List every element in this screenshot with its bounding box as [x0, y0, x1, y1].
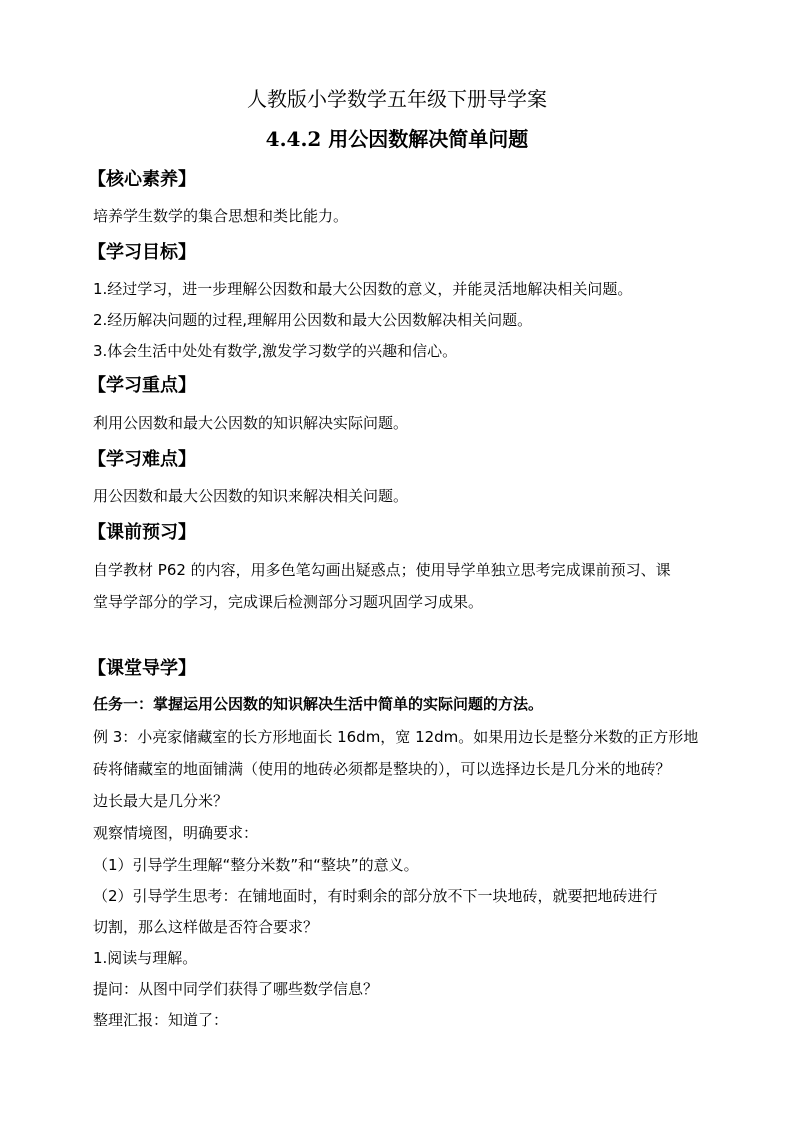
difficulties-text: 用公因数和最大公因数的知识来解决相关问题。 — [93, 487, 409, 505]
learning-goal-item: 1.经过学习，进一步理解公因数和最大公因数的意义，并能灵活地解决相关问题。 — [93, 280, 633, 298]
example-line: 边长最大是几分米？ — [93, 792, 229, 810]
question-text: 提问：从图中同学们获得了哪些数学信息？ — [93, 980, 379, 998]
heading-difficulties: 【学习难点】 — [88, 449, 196, 470]
observe-text: 观察情境图，明确要求： — [93, 824, 259, 842]
key-points-text: 利用公因数和最大公因数的知识解决实际问题。 — [93, 414, 409, 432]
heading-core-literacy: 【核心素养】 — [88, 169, 196, 190]
learning-goal-item: 2.经历解决问题的过程,理解用公因数和最大公因数解决相关问题。 — [93, 311, 533, 329]
heading-key-points: 【学习重点】 — [88, 375, 196, 396]
core-literacy-text: 培养学生数学的集合思想和类比能力。 — [93, 207, 349, 225]
learning-goal-item: 3.体会生活中处处有数学,激发学习数学的兴趣和信心。 — [93, 342, 458, 360]
preview-text-line: 堂导学部分的学习，完成课后检测部分习题巩固学习成果。 — [93, 593, 484, 611]
heading-preview: 【课前预习】 — [88, 522, 196, 543]
task-one: 任务一：掌握运用公因数的知识解决生活中简单的实际问题的方法。 — [93, 695, 544, 713]
guide-two-line: （2）引导学生思考：在铺地面时，有时剩余的部分放不下一块地砖，就要把地砖进行 — [93, 887, 658, 905]
heading-learning-goals: 【学习目标】 — [88, 242, 196, 263]
heading-classroom: 【课堂导学】 — [88, 658, 196, 679]
document-subtitle: 4.4.2 用公因数解决简单问题 — [265, 127, 529, 151]
example-line: 砖将储藏室的地面铺满（使用的地砖必须都是整块的），可以选择边长是几分米的地砖？ — [93, 760, 671, 778]
summary-text: 整理汇报：知道了： — [93, 1011, 229, 1029]
guide-two-line: 切割，那么这样做是否符合要求？ — [93, 918, 319, 936]
preview-text-line: 自学教材 P62 的内容，用多色笔勾画出疑惑点；使用导学单独立思考完成课前预习、课 — [93, 561, 671, 579]
step-one: 1.阅读与理解。 — [93, 949, 198, 967]
guide-one: （1）引导学生理解“整分米数”和“整块”的意义。 — [93, 856, 419, 874]
document-title: 人教版小学数学五年级下册导学案 — [247, 87, 547, 111]
example-line: 例 3：小亮家储藏室的长方形地面长 16dm，宽 12dm。如果用边长是整分米数的正方形地 — [93, 728, 699, 746]
